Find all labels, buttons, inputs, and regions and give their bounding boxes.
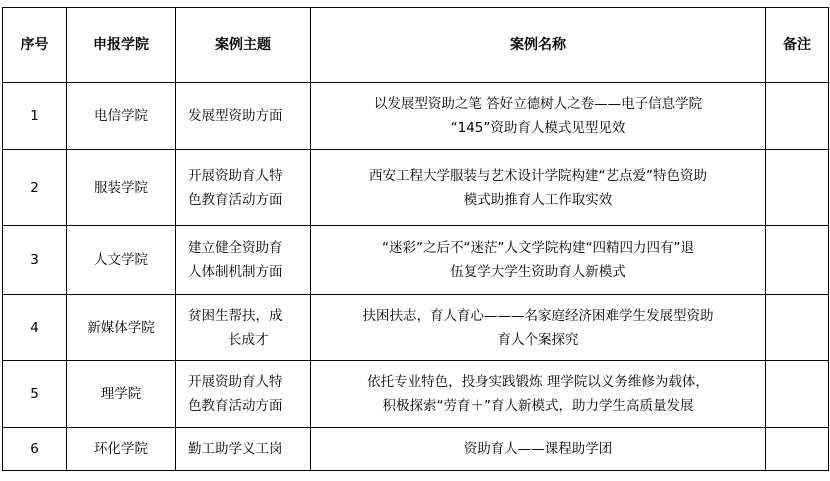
cell-name (311, 150, 766, 226)
name-line: “145”资助育人模式见型见效 (450, 120, 626, 136)
name-line: 积极探索“劳育＋”育人新模式，助力学生高质量发展 (382, 398, 694, 414)
cell-index: 3 (3, 226, 67, 295)
cell-college: 新媒体学院 (67, 295, 176, 361)
name-line: 育人个案探究 (497, 331, 579, 348)
cell-index: 4 (3, 295, 67, 361)
name-line: 资助育人——课程助学团 (463, 441, 613, 457)
theme-line: 贫困生帮扶，成 (188, 307, 283, 324)
cell-theme (176, 226, 311, 295)
cell-college: 服装学院 (67, 150, 176, 226)
header-index: 序号 (3, 8, 67, 83)
theme-line: 人体制机制方面 (188, 264, 283, 280)
cell-theme (176, 83, 311, 150)
cell-theme (176, 428, 311, 471)
cell-name (311, 361, 766, 428)
table-row (3, 428, 829, 471)
cell-name (311, 428, 766, 471)
cell-college: 电信学院 (67, 83, 176, 150)
theme-line: 色教育活动方面 (188, 191, 283, 208)
header-remark: 备注 (766, 8, 829, 83)
cell-name (311, 226, 766, 295)
name-line: 扶困扶志，育人育心———名家庭经济困难学生发展型资助 (362, 307, 714, 324)
theme-line: 色教育活动方面 (188, 398, 283, 414)
table-row (3, 361, 829, 428)
name-line: 模式助推育人工作取实效 (463, 191, 613, 208)
cell-index: 1 (3, 83, 67, 150)
cell-remark (766, 428, 829, 471)
cell-college: 人文学院 (67, 226, 176, 295)
cell-theme (176, 150, 311, 226)
cell-college: 理学院 (67, 361, 176, 428)
theme-line: 发展型资助方面 (188, 108, 283, 124)
name-line: 伍复学大学生资助育人新模式 (450, 264, 626, 280)
cell-remark (766, 295, 829, 361)
theme-line: 长成才 (228, 331, 269, 348)
header-theme: 案例主题 (176, 8, 311, 83)
theme-line: 开展资助育人特 (188, 374, 283, 390)
cell-index: 6 (3, 428, 67, 471)
cell-index: 5 (3, 361, 67, 428)
table-row (3, 295, 829, 361)
name-line: “迷彩”之后不“迷茫”人文学院构建“四精四力四有”退 (382, 240, 694, 256)
cell-remark (766, 226, 829, 295)
theme-line: 建立健全资助育 (188, 240, 283, 256)
cell-name (311, 295, 766, 361)
cell-remark (766, 83, 829, 150)
cell-college: 环化学院 (67, 428, 176, 471)
header-college: 申报学院 (67, 8, 176, 83)
cell-theme (176, 295, 311, 361)
cell-remark (766, 361, 829, 428)
cell-remark (766, 150, 829, 226)
table-row (3, 226, 829, 295)
cell-name (311, 83, 766, 150)
cell-index: 2 (3, 150, 67, 226)
table-row (3, 150, 829, 226)
table-row (3, 83, 829, 150)
name-line: 以发展型资助之笔 答好立德树人之卷——电子信息学院 (373, 96, 703, 112)
name-line: 依托专业特色，投身实践锻炼 理学院以义务维修为载体， (367, 374, 709, 390)
case-table (2, 7, 829, 471)
name-line: 西安工程大学服装与艺术设计学院构建“艺点爱”特色资助 (369, 167, 707, 184)
header-name: 案例名称 (311, 8, 766, 83)
cell-theme (176, 361, 311, 428)
header-row (3, 8, 829, 83)
theme-line: 勤工助学义工岗 (188, 441, 283, 457)
theme-line: 开展资助育人特 (188, 167, 283, 184)
